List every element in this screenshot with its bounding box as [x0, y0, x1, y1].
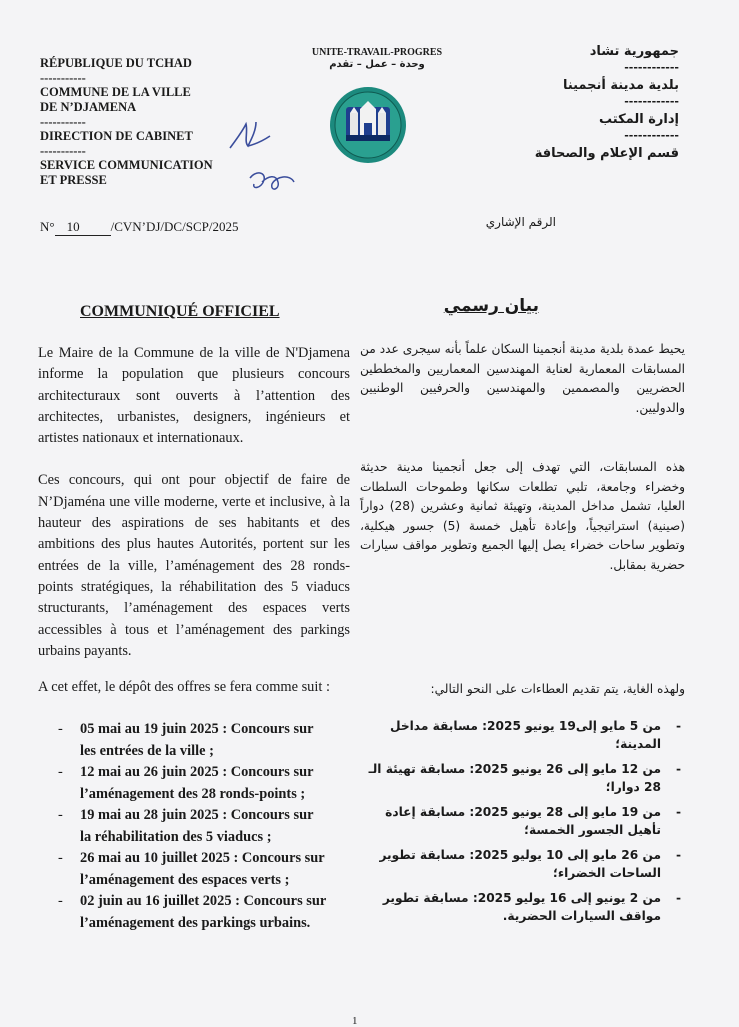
reference-value: 10 [55, 219, 111, 236]
cabinet-ar: إدارة المكتب [599, 112, 679, 127]
schedule-dates: 26 mai au 10 juillet 2025 : Concours sur [80, 850, 325, 866]
schedule-dates: 02 juin au 16 juillet 2025 : Concours sur [80, 893, 327, 909]
paragraph-fr-2: Ces concours, qui ont pour objectif de faire de N’Djaména une ville moderne, verte et inclusive, à la hauteur des aspirations de ses habitants et des ambitions des plus hautes Autorités, portent sur les entrées de la ville, l’aménagement des 28 ronds-points stratégiques, la réhabilitation des 5 viaducs structurants, l’aménagement des espaces verts accessibles à tous et l’aménagement des parkings urbains payants. [38, 472, 350, 659]
title-ar: بيان رسمي [443, 296, 539, 316]
paragraph-fr-1: Le Maire de la Commune de la ville de N'Djamena informe la population que plusieurs concours architecturaux sont ouverts à l’attention des architectes, urbanistes, designers, ingénieurs et artistes nationaux et internationaux. [38, 345, 350, 447]
body-arabic [360, 340, 685, 696]
list-item [58, 848, 358, 891]
title-fr: COMMUNIQUÉ OFFICIEL [80, 303, 280, 320]
service-ar: قسم الإعلام والصحافة [534, 146, 679, 161]
paragraph-ar-2: هذه المسابقات، التي تهدف إلى جعل أنجمينا مدينة حديثة وخضراء وجامعة، تلبي تطلعات سكانها وطموحات السلطات العليا، تشمل مداخل المدينة، وتهيئة ثمانية وعشرين (28) دواراً (صينية) استراتيجياً، وإعادة تأهيل خمسة (5) جسور هيكلية، وتطوير ساحات خضراء يصل إليها الجميع وتطوير مواقف سيارات حضرية بمقابل. [360, 460, 685, 572]
list-item [58, 762, 358, 805]
list-item [58, 805, 358, 848]
city-seal-icon [328, 85, 408, 165]
national-motto [296, 47, 458, 71]
separator: ------------ [624, 129, 679, 142]
reference-prefix: N° [40, 219, 55, 234]
paragraph-ar-3: ولهذه الغاية، يتم تقديم العطاءات على النحو التالي: [430, 682, 685, 696]
initials-mark [246, 168, 298, 196]
schedule-list-ar [353, 718, 685, 933]
schedule-topic: l’aménagement des parkings urbains. [80, 914, 311, 931]
schedule-topic: les entrées de la ville ; [80, 742, 214, 759]
schedule-dates: 19 mai au 28 juin 2025 : Concours sur [80, 807, 314, 823]
schedule-topic: l’aménagement des 28 ronds-points ; [80, 785, 306, 802]
schedule-topic: l’aménagement des espaces verts ; [80, 871, 290, 888]
service-fr-line2: ET PRESSE [40, 173, 107, 187]
schedule-dates: 05 mai au 19 juin 2025 : Concours sur [80, 721, 314, 737]
separator: ------------ [624, 95, 679, 108]
schedule-topic: la réhabilitation des 5 viaducs ; [80, 828, 272, 845]
list-item: - من 2 يونيو إلى 16 يوليو 2025: مسابقة تطوير مواقف السيارات الحضرية. [353, 890, 685, 925]
list-item: - من 5 مايو إلى19 يونيو 2025: مسابقة مداخل المدينة؛ [353, 718, 685, 753]
list-item [58, 891, 358, 934]
republic-ar: جمهورية تشاد [589, 44, 679, 59]
list-item [58, 719, 358, 762]
reference-suffix: /CVN’DJ/DC/SCP/2025 [110, 219, 239, 234]
body-french [38, 343, 350, 695]
motto-fr: UNITE-TRAVAIL-PROGRES [311, 47, 443, 58]
separator: ----------- [40, 71, 86, 85]
separator: ----------- [40, 115, 86, 129]
paragraph-fr-3: A cet effet, le dépôt des offres se fera comme suit : [38, 679, 330, 695]
list-item: - من 12 مايو إلى 26 يونيو 2025: مسابقة تهيئة الـ 28 دوارا؛ [353, 761, 685, 796]
paragraph-ar-1: يحيط عمدة بلدية مدينة أنجمينا السكان علماً بأنه سيجرى عدد من المسابقات المعمارية لعناية المهندسين المعماريين والمخططين الحضريين والمصممين والمهندسين والحرفيين الوطنيين والدوليين. [360, 342, 685, 415]
direction-fr: DIRECTION DE CABINET [40, 129, 193, 143]
commune-fr-line1: COMMUNE DE LA VILLE [40, 85, 191, 99]
separator: ----------- [40, 144, 86, 158]
page-number: 1 [352, 1015, 358, 1027]
commune-ar: بلدية مدينة أنجمينا [562, 78, 679, 93]
motto-ar: وحدة – عمل – تقدم [329, 59, 425, 70]
reference-label-ar: الرقم الإشاري [485, 215, 556, 229]
header-arabic [499, 44, 679, 162]
service-fr-line1: SERVICE COMMUNICATION [40, 158, 213, 172]
schedule-list-fr [58, 719, 358, 934]
republic-fr: RÉPUBLIQUE DU TCHAD [40, 56, 192, 70]
list-item: - من 26 مايو إلى 10 يوليو 2025: مسابقة تطوير الساحات الخضراء؛ [353, 847, 685, 882]
list-item: - من 19 مايو إلى 28 يونيو 2025: مسابقة إعادة تأهيل الجسور الخمسة؛ [353, 804, 685, 839]
reference-number [40, 219, 238, 236]
commune-fr-line2: DE N’DJAMENA [40, 100, 137, 114]
separator: ------------ [624, 61, 679, 74]
signature-mark [226, 118, 272, 154]
schedule-dates: 12 mai au 26 juin 2025 : Concours sur [80, 764, 314, 780]
